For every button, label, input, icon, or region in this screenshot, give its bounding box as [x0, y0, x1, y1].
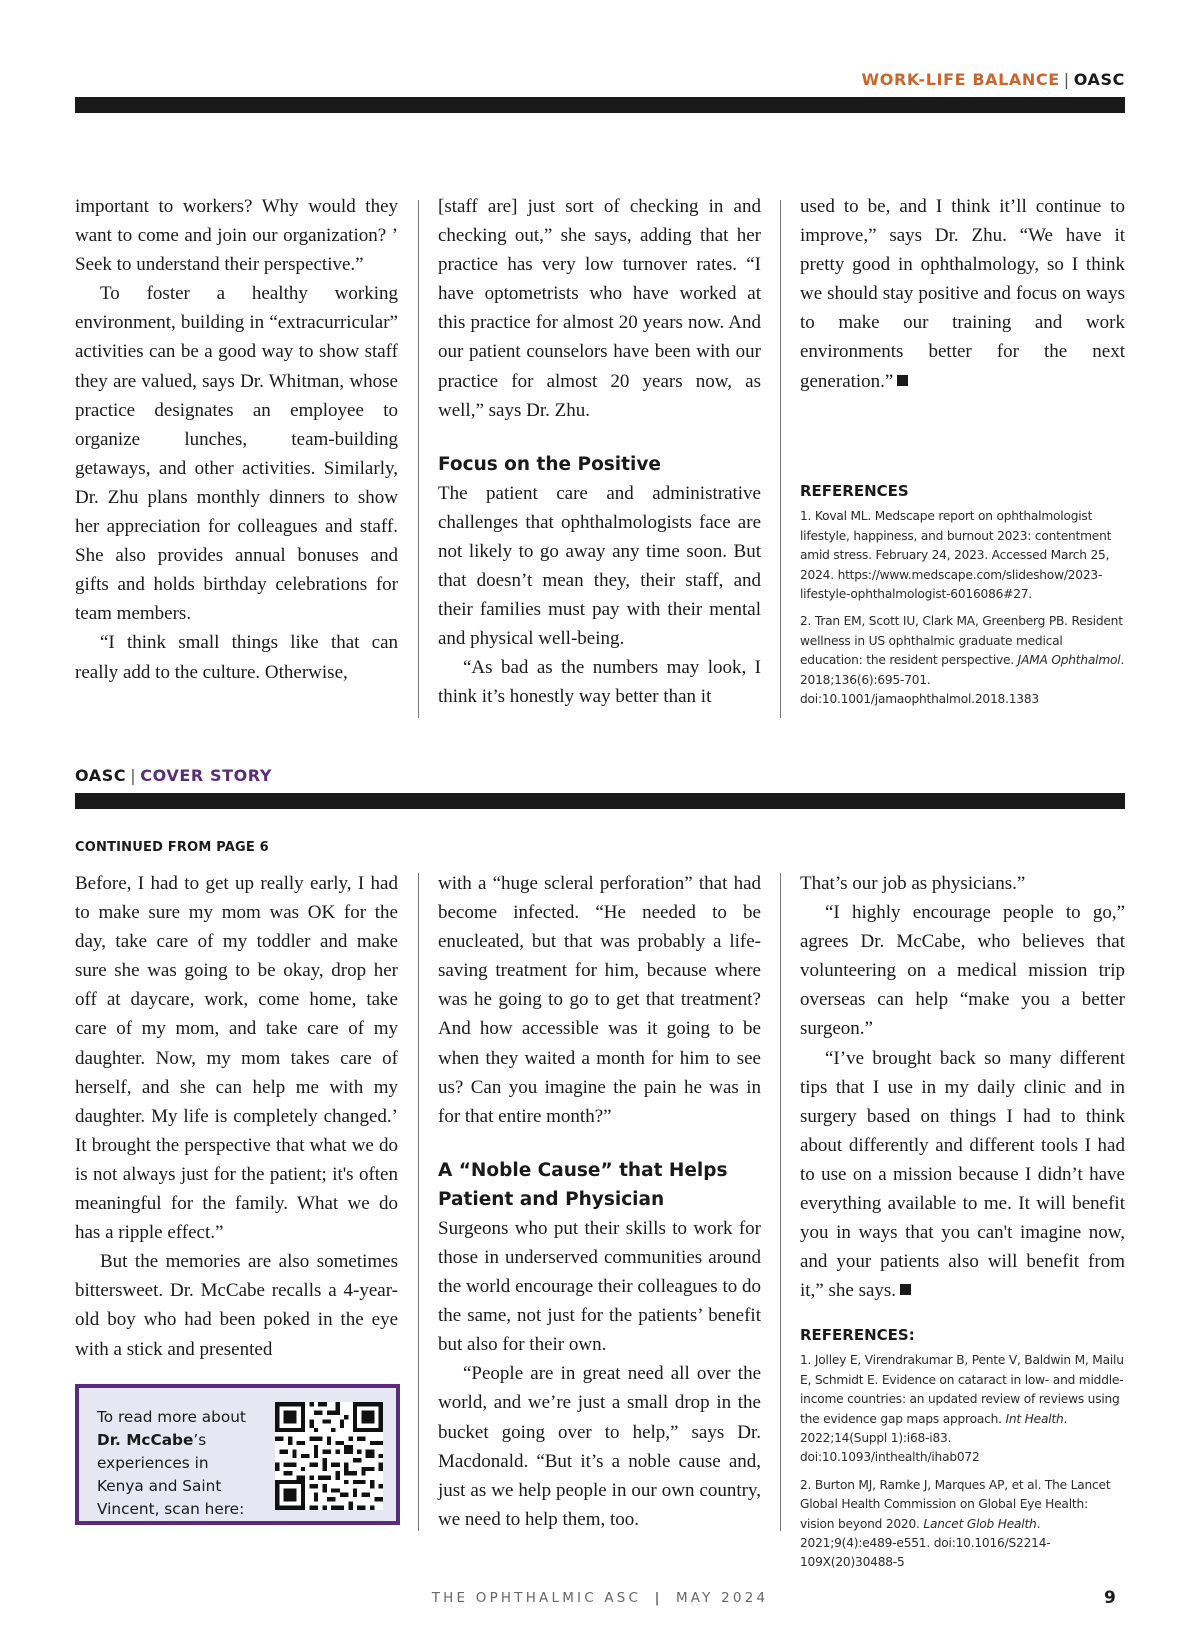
- qr-callout: [75, 1384, 400, 1525]
- paragraph: But the memories are also sometimes bittersweet. Dr. McCabe recalls a 4-year-old boy who had been poked in the eye with a stick and presented: [75, 1251, 398, 1360]
- footer-separator: |: [654, 1590, 663, 1606]
- top-column-2: [438, 192, 761, 712]
- bottom-column-1: [75, 869, 398, 1364]
- paragraph: The patient care and administrative challenges that ophthalmologists face are not likely to go away any time soon. But that doesn’t mean they, their staff, and their families must pay with their mental and physical well-being.: [438, 482, 761, 650]
- bottom-column-3: [800, 869, 1125, 1305]
- references-top: [800, 482, 1125, 717]
- publication-name: THE OPHTHALMIC ASC: [431, 1590, 642, 1606]
- paragraph: To foster a healthy working environment, building in “extracurricular” activities can be a good way to show staff they are valued, says Dr. Whitman, whose practice designates an employee to organize lunches, team-building getaways, and other activities. Similarly, Dr. Zhu plans monthly dinners to show her appreciation for colleagues and staff. She also provides annual bonuses and gifts and holds birthday celebrations for team members.: [75, 283, 398, 625]
- references-title: REFERENCES: [800, 482, 909, 500]
- paragraph: important to workers? Why would they want to come and join our organization? ’ Seek to understand their perspective.”: [75, 196, 398, 276]
- end-mark: [900, 1284, 911, 1295]
- reference-item: 2. Burton MJ, Ramke J, Marques AP, et al. The Lancet Global Health Commission on Global Eye Health: vision beyond 2020. Lancet Glob Health. 2021;9(4):e489-e551. doi:10.1016/S2214-109X(20)30488-5: [800, 1477, 1111, 1570]
- running-header-mid: [75, 766, 272, 785]
- issue-date: MAY 2024: [675, 1590, 769, 1606]
- header-rule-mid: [75, 793, 1125, 809]
- reference-item: 2. Tran EM, Scott IU, Clark MA, Greenberg PB. Resident wellness in US ophthalmic graduate medical education: the resident perspective. JAMA Ophthalmol. 2018;136(6):695-701. doi:10.1001/jamaophthalmol.2018.1383: [800, 614, 1125, 707]
- qr-name: Dr. McCabe: [97, 1431, 194, 1449]
- paragraph: “As bad as the numbers may look, I think it’s honestly way better than it: [438, 657, 761, 708]
- header-separator: |: [130, 766, 137, 785]
- paragraph: “I highly encourage people to go,” agrees Dr. McCabe, who believes that volunteering on a medical mission trip overseas can help “make you a better surgeon.”: [800, 902, 1125, 1040]
- subheading: A “Noble Cause” that Helps Patient and Physician: [438, 1159, 728, 1210]
- paragraph: [staff are] just sort of checking in and checking out,” she says, adding that her practice has very low turnover rates. “I have optometrists who have worked at this practice for almost 20 years now. And our patient counselors have been with our practice for almost 20 years now, as well,” says Dr. Zhu.: [438, 196, 761, 421]
- header-separator: |: [1063, 70, 1070, 89]
- running-header-top: [862, 70, 1125, 89]
- section-label: WORK-LIFE BALANCE: [861, 70, 1060, 89]
- paragraph: Before, I had to get up really early, I had to make sure my mom was OK for the day, take care of my toddler and make sure she was going to be okay, drop her off at daycare, work, come home, take care of my mom, and take care of my daughter. Now, my mom takes care of herself, and she can help me with my daughter. My life is completely changed.’ It brought the perspective that what we do is not always just for the patient; it's often meaningful for the family. What we do has a ripple effect.”: [75, 873, 398, 1244]
- paragraph: “I think small things like that can really add to the culture. Otherwise,: [75, 632, 398, 683]
- column-divider: [418, 873, 419, 1531]
- references-title: REFERENCES:: [800, 1326, 915, 1344]
- paragraph: with a “huge scleral perforation” that had become infected. “He needed to be enucleated, but that was probably a life-saving treatment for him, because where was he going to go to get that treatment? And how accessible was it going to be when they waited a month for him to see us? Can you imagine the pain he was in for that entire month?”: [438, 873, 761, 1127]
- paragraph: “I’ve brought back so many different tips that I use in my daily clinic and in surgery based on things I had to think about differently and different tools I had to use on a mission because I didn’t have everything available to me. It will benefit you in ways that you can't imagine now, and your patients also will benefit from it,” she says.: [800, 1047, 1125, 1302]
- column-divider: [780, 873, 781, 1531]
- references-bottom: [800, 1326, 1125, 1581]
- column-divider: [418, 200, 419, 718]
- qr-code-icon[interactable]: [275, 1402, 383, 1510]
- footer: [0, 1590, 1200, 1606]
- bottom-column-2: [438, 869, 761, 1534]
- qr-callout-text: To read more about Dr. McCabe’s experiences in Kenya and Saint Vincent, scan here:: [97, 1408, 246, 1518]
- brand-label: OASC: [75, 766, 127, 785]
- section-label: COVER STORY: [140, 766, 273, 785]
- reference-item: 1. Jolley E, Virendrakumar B, Pente V, Baldwin M, Mailu E, Schmidt E. Evidence on cataract in low- and middle-income countries: an updated review of reviews using the evidence gap maps approach. Int Health. 2022;14(Suppl 1):i68-i83. doi:10.1093/inthealth/ihab072: [800, 1353, 1124, 1465]
- reference-item: 1. Koval ML. Medscape report on ophthalmologist lifestyle, happiness, and burnout 2023: contentment amid stress. February 24, 2023. Accessed March 25, 2024. https://www.medscape.com/slideshow/2023-lifestyle-ophthalmologist-6016086#27.: [800, 509, 1112, 602]
- brand-label: OASC: [1073, 70, 1125, 89]
- top-column-3: [800, 192, 1125, 396]
- column-divider: [780, 200, 781, 718]
- paragraph: Surgeons who put their skills to work for those in underserved communities around the world encourage their colleagues to do the same, not just for the patients’ benefit but also for their own.: [438, 1217, 761, 1356]
- top-column-1: [75, 192, 398, 687]
- subheading: Focus on the Positive: [438, 453, 661, 475]
- continued-label: CONTINUED FROM PAGE 6: [75, 840, 269, 855]
- paragraph: used to be, and I think it’ll continue to improve,” says Dr. Zhu. “We have it pretty good in ophthalmology, so I think we should stay positive and focus on ways to make our training and work environments better for the next generation.”: [800, 196, 1125, 392]
- page-number: 9: [1104, 1588, 1116, 1608]
- paragraph: That’s our job as physicians.”: [800, 873, 1026, 894]
- header-rule-top: [75, 97, 1125, 113]
- end-mark: [897, 375, 908, 386]
- paragraph: “People are in great need all over the world, and we’re just a small drop in the bucket going over to help,” says Dr. Macdonald. “But it’s a noble cause and, just as we help people in our own country, we need to help them, too.: [438, 1363, 761, 1530]
